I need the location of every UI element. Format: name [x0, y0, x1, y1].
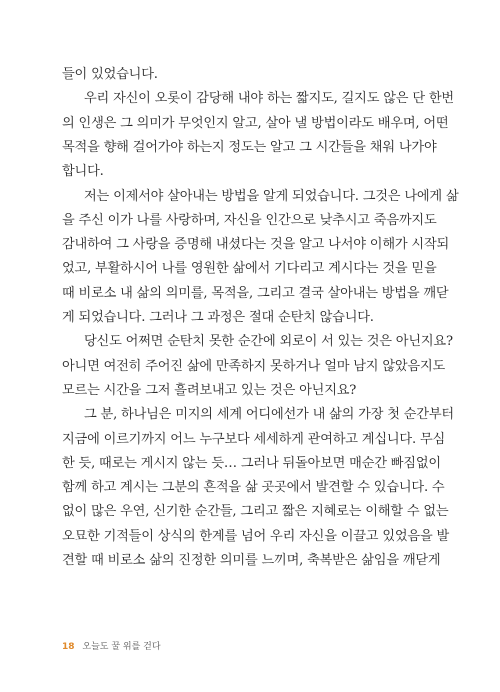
page-footer	[62, 639, 161, 652]
text-line: 감내하여 그 사랑을 증명해 내셨다는 것을 알고 나서야 이해가 시작되	[62, 237, 450, 253]
text-line: 지금에 이르기까지 어느 누구보다 세세하게 관여하고 계십니다. 무심	[62, 431, 446, 447]
text-line: 함께 하고 계시는 그분의 흔적을 삶 곳곳에서 발견할 수 있습니다. 수	[62, 480, 445, 496]
text-line: 들이 있었습니다.	[62, 67, 158, 82]
text-line: 당신도 어쩌면 순탄치 못한 순간에 외로이 서 있는 것은 아닌지요?	[84, 334, 453, 350]
text-line: 의 인생은 그 의미가 무엇인지 알고, 살아 낼 방법이라도 배우며, 어떤	[62, 115, 449, 131]
text-line: 우리 자신이 오롯이 감당해 내야 하는 짧지도, 길지도 않은 단 한번	[84, 91, 454, 107]
text-line: 을 주신 이가 나를 사랑하며, 자신을 인간으로 낮추시고 죽음까지도	[62, 212, 437, 228]
text-line: 목적을 향해 걸어가야 하는지 정도는 알고 그 시간들을 채워 나가야	[62, 139, 437, 155]
text-line: 없이 많은 우연, 신기한 순간들, 그리고 짧은 지혜로는 이해할 수 없는	[62, 504, 449, 520]
text-line: 아니면 여전히 주어진 삶에 만족하지 못하거나 얼마 남지 않았음지도	[62, 358, 446, 374]
text-line: 한 듯, 때로는 게시지 않는 듯… 그러나 뒤돌아보면 매순간 빠짐없이	[62, 455, 441, 471]
text-line: 그 분, 하나님은 미지의 세계 어디에선가 내 삶의 가장 첫 순간부터	[84, 407, 454, 423]
text-line: 견할 때 비로소 삶의 진정한 의미를 느끼며, 축복받은 삶임을 깨닫게	[62, 553, 441, 568]
text-line: 때 비로소 내 삶의 의미를, 목적을, 그리고 결국 살아내는 방법을 깨닫	[62, 285, 449, 301]
page-number: 18	[62, 642, 75, 652]
text-line: 합니다.	[62, 164, 104, 180]
text-line: 모르는 시간을 그저 흘려보내고 있는 것은 아닌지요?	[62, 382, 357, 398]
running-title: 오늘도 꿀 위를 걷다	[82, 642, 161, 652]
text-line: 었고, 부활하시어 나를 영원한 삶에서 기다리고 계시다는 것을 믿을	[62, 261, 437, 277]
text-line: 게 되었습니다. 그러나 그 과정은 절대 순탄치 않습니다.	[62, 310, 374, 325]
text-line: 오묘한 기적들이 상식의 한계를 넘어 우리 자신을 이끌고 있었음을 발	[62, 528, 450, 544]
text-line: 저는 이제서야 살아내는 방법을 알게 되었습니다. 그것은 나에게 삶	[84, 188, 459, 204]
